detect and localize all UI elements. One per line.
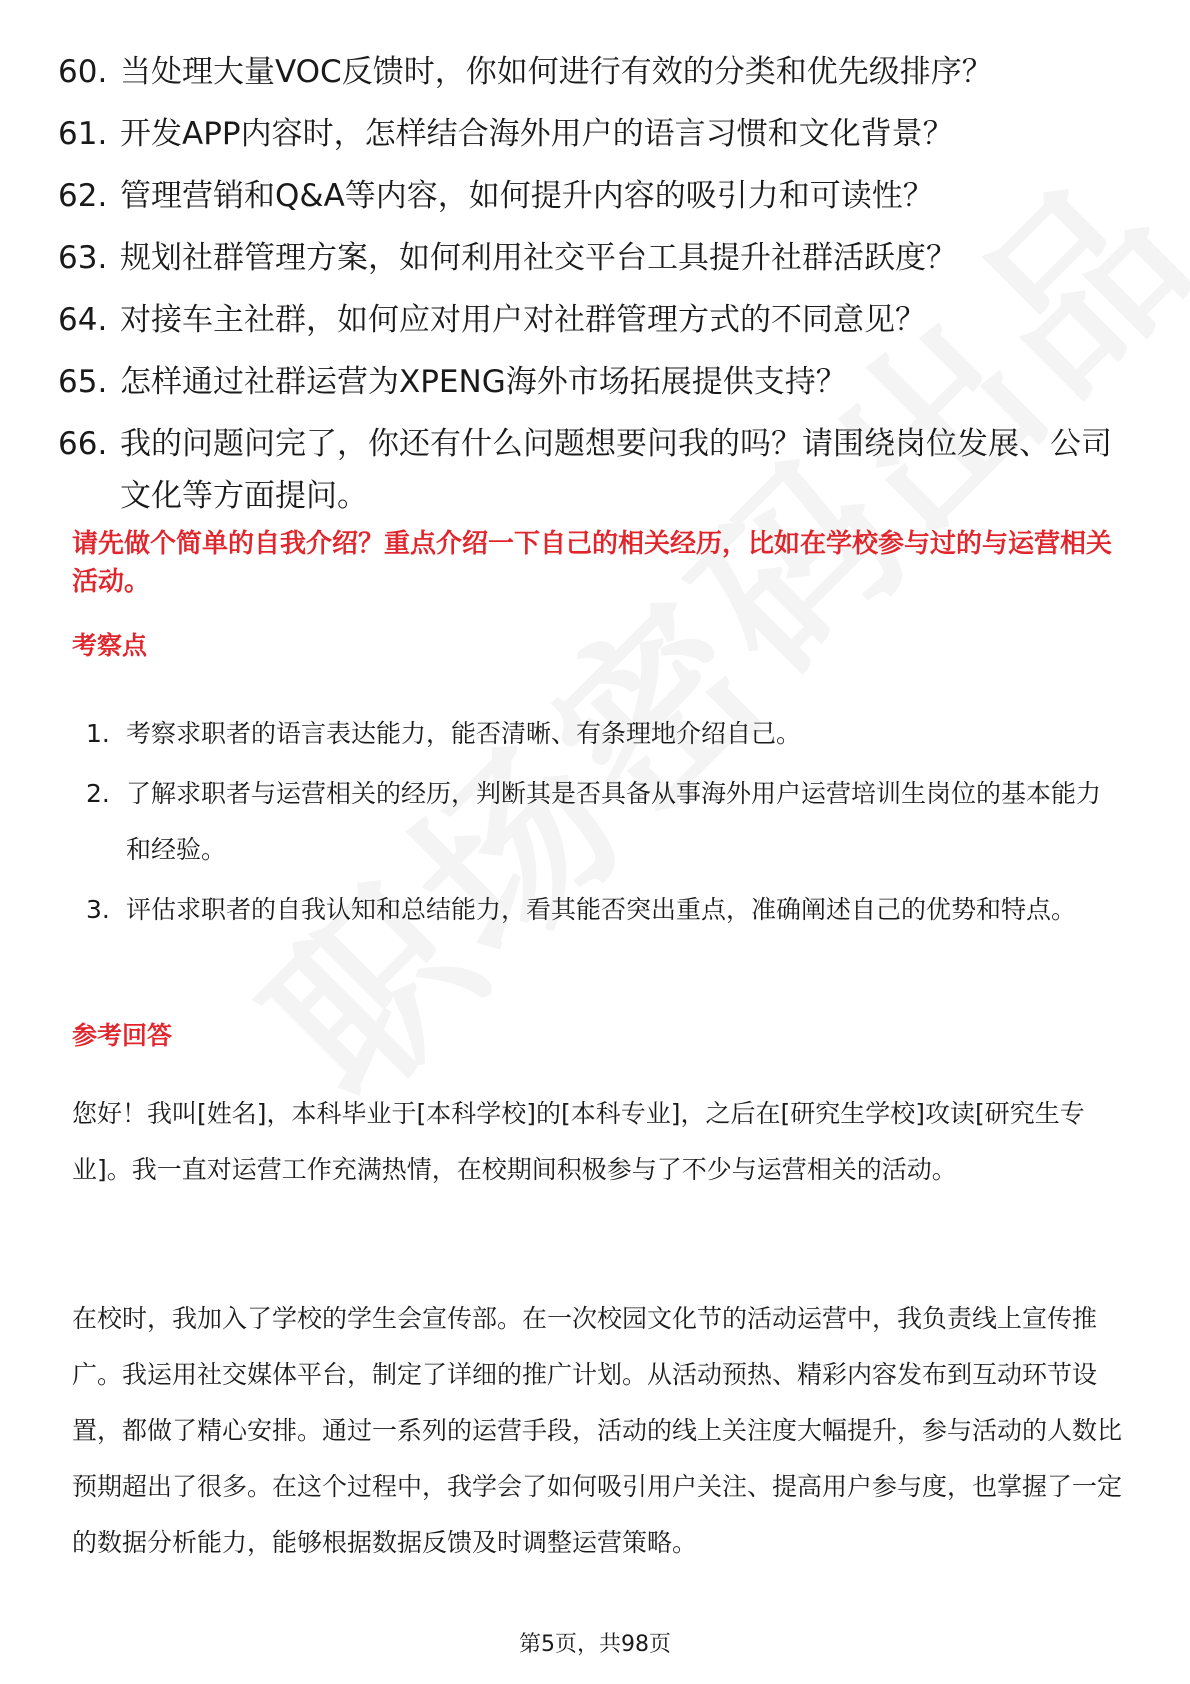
interview-question-title: 请先做个简单的自我介绍？重点介绍一下自己的相关经历，比如在学校参与过的与运营相关活动。 — [72, 529, 1113, 597]
list-item — [58, 46, 1138, 98]
answer-paragraph: 您好！我叫[姓名]，本科毕业于[本科学校]的[本科专业]，之后在[研究生学校]攻读[研究生专业]。我一直对运营工作充满热情，在校期间积极参与了不少与运营相关的活动。 — [72, 1099, 1085, 1184]
question-text: 管理营销和Q&A等内容，如何提升内容的吸引力和可读性？ — [120, 178, 934, 214]
question-number: 60. — [58, 54, 108, 90]
list-item — [58, 356, 1138, 408]
point-number: 1. — [86, 719, 110, 748]
question-number: 65. — [58, 364, 108, 400]
list-item — [58, 170, 1138, 222]
question-number: 63. — [58, 240, 108, 276]
question-list — [58, 46, 1138, 532]
point-number: 3. — [86, 895, 110, 924]
list-item — [58, 418, 1138, 522]
list-item — [86, 766, 1116, 878]
list-item — [58, 294, 1138, 346]
question-number: 61. — [58, 116, 108, 152]
point-text: 考察求职者的语言表达能力，能否清晰、有条理地介绍自己。 — [126, 719, 802, 748]
question-text: 开发APP内容时，怎样结合海外用户的语言习惯和文化背景？ — [120, 116, 954, 152]
question-text: 当处理大量VOC反馈时，你如何进行有效的分类和优先级排序？ — [120, 54, 993, 90]
list-item — [58, 108, 1138, 160]
point-text: 了解求职者与运营相关的经历，判断其是否具备从事海外用户运营培训生岗位的基本能力和经验。 — [126, 779, 1102, 864]
answer-heading: 参考回答 — [72, 1021, 173, 1050]
question-text: 对接车主社群，如何应对用户对社群管理方式的不同意见？ — [120, 302, 926, 338]
question-text: 怎样通过社群运营为XPENG海外市场拓展提供支持？ — [120, 364, 847, 400]
question-number: 66. — [58, 426, 108, 462]
point-text: 评估求职者的自我认知和总结能力，看其能否突出重点，准确阐述自己的优势和特点。 — [126, 895, 1077, 924]
page-number: 第5页，共98页 — [519, 1632, 671, 1657]
list-item — [86, 882, 1116, 938]
question-number: 62. — [58, 178, 108, 214]
question-text: 规划社群管理方案，如何利用社交平台工具提升社群活跃度？ — [120, 240, 957, 276]
question-text: 我的问题问完了，你还有什么问题想要问我的吗？请围绕岗位发展、公司文化等方面提问。 — [120, 426, 1112, 514]
question-number: 64. — [58, 302, 108, 338]
assessment-heading: 考察点 — [72, 631, 148, 660]
list-item — [58, 232, 1138, 284]
point-number: 2. — [86, 779, 110, 808]
answer-paragraph: 在校时，我加入了学校的学生会宣传部。在一次校园文化节的活动运营中，我负责线上宣传推广。我运用社交媒体平台，制定了详细的推广计划。从活动预热、精彩内容发布到互动环节设置，都做了精心安排。通过一系列的运营手段，活动的线上关注度大幅提升，参与活动的人数比预期超出了很多。在这个过程中，我学会了如何吸引用户关注、提高用户参与度，也掌握了一定的数据分析能力，能够根据数据反馈及时调整运营策略。 — [72, 1304, 1123, 1557]
assessment-points-list — [86, 706, 1116, 942]
list-item — [86, 706, 1116, 762]
